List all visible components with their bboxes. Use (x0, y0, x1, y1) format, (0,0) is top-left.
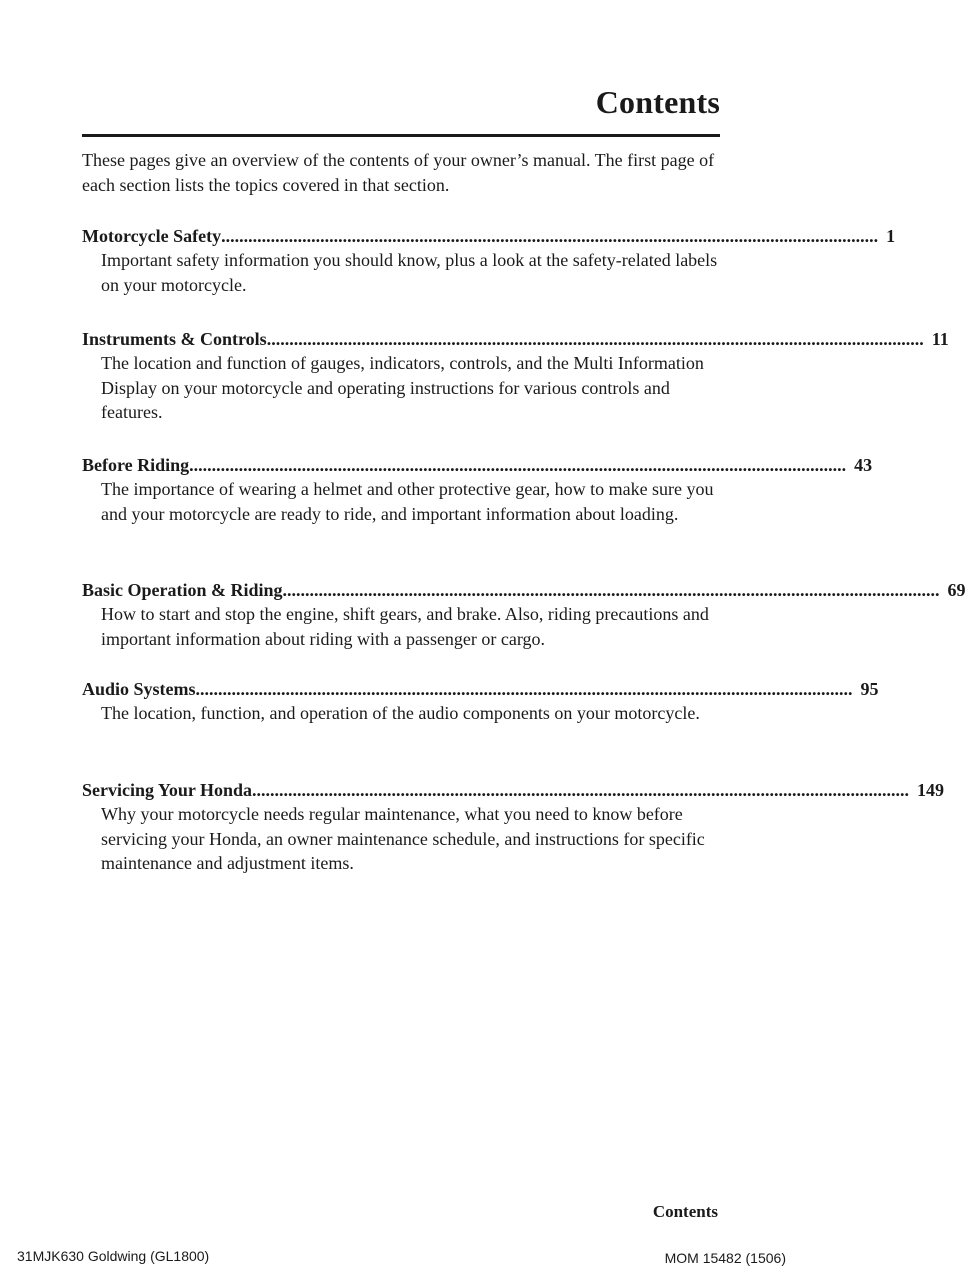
toc-section-title[interactable]: Servicing Your Honda (82, 780, 253, 800)
toc-heading[interactable] (82, 578, 966, 602)
footer-doc-code: MOM 15482 (1506) (664, 1250, 786, 1266)
toc-entry-instruments-controls[interactable] (82, 327, 949, 425)
dot-leader: .................................................................................................................................................. (189, 455, 847, 475)
title-divider (82, 134, 720, 137)
intro-paragraph: These pages give an overview of the contents of your owner’s manual. The first page of each section lists the topics covered in that section. (82, 150, 715, 195)
toc-entry-basic-operation-riding[interactable] (82, 578, 966, 651)
toc-section-title[interactable]: Motorcycle Safety (82, 226, 222, 246)
toc-section-title[interactable]: Basic Operation & Riding (82, 580, 283, 600)
toc-section-title[interactable]: Audio Systems (82, 679, 196, 699)
toc-entry-audio-systems[interactable] (82, 677, 879, 726)
toc-description: The location, function, and operation of the audio components on your motorcycle. (101, 703, 700, 723)
toc-description: The location and function of gauges, indicators, controls, and the Multi Information Display on your motorcycle and operating instructions for various controls and features. (101, 353, 704, 422)
toc-description: The importance of wearing a helmet and other protective gear, how to make sure you and your motorcycle are ready to ride, and important information about loading. (101, 479, 714, 524)
toc-page-number[interactable]: 69 (947, 580, 966, 600)
footer-section-label: Contents (652, 1202, 718, 1221)
toc-heading[interactable] (82, 453, 873, 477)
toc-page-number[interactable]: 149 (917, 780, 945, 800)
dot-leader: .................................................................................................................................................. (221, 226, 879, 246)
footer-model-code: 31MJK630 Goldwing (GL1800) (17, 1248, 210, 1264)
toc-section-title[interactable]: Instruments & Controls (82, 329, 267, 349)
toc-entry-before-riding[interactable] (82, 453, 873, 526)
dot-leader: .................................................................................................................................................. (252, 780, 910, 800)
toc-page-number[interactable]: 95 (860, 679, 879, 699)
toc-entry-servicing-your-honda[interactable] (82, 778, 945, 876)
toc-heading[interactable] (82, 327, 949, 351)
dot-leader: .................................................................................................................................................. (266, 329, 924, 349)
toc-heading[interactable] (82, 677, 879, 701)
toc-description: How to start and stop the engine, shift gears, and brake. Also, riding precautions and important information about riding with a passenger or cargo. (101, 604, 709, 649)
dot-leader: .................................................................................................................................................. (282, 580, 940, 600)
toc-page-number[interactable]: 11 (931, 329, 949, 349)
toc-description: Important safety information you should know, plus a look at the safety-related labels on your motorcycle. (101, 250, 718, 295)
toc-section-title[interactable]: Before Riding (82, 455, 190, 475)
toc-description: Why your motorcycle needs regular maintenance, what you need to know before servicing your Honda, an owner maintenance schedule, and instructions for specific maintenance and adjustment items. (101, 804, 705, 873)
toc-heading[interactable] (82, 224, 896, 248)
toc-page-number[interactable]: 1 (886, 226, 896, 246)
dot-leader: .................................................................................................................................................. (195, 679, 853, 699)
page-title: Contents (595, 84, 720, 120)
toc-page-number[interactable]: 43 (854, 455, 873, 475)
toc-heading[interactable] (82, 778, 945, 802)
toc-entry-motorcycle-safety[interactable] (82, 224, 896, 297)
